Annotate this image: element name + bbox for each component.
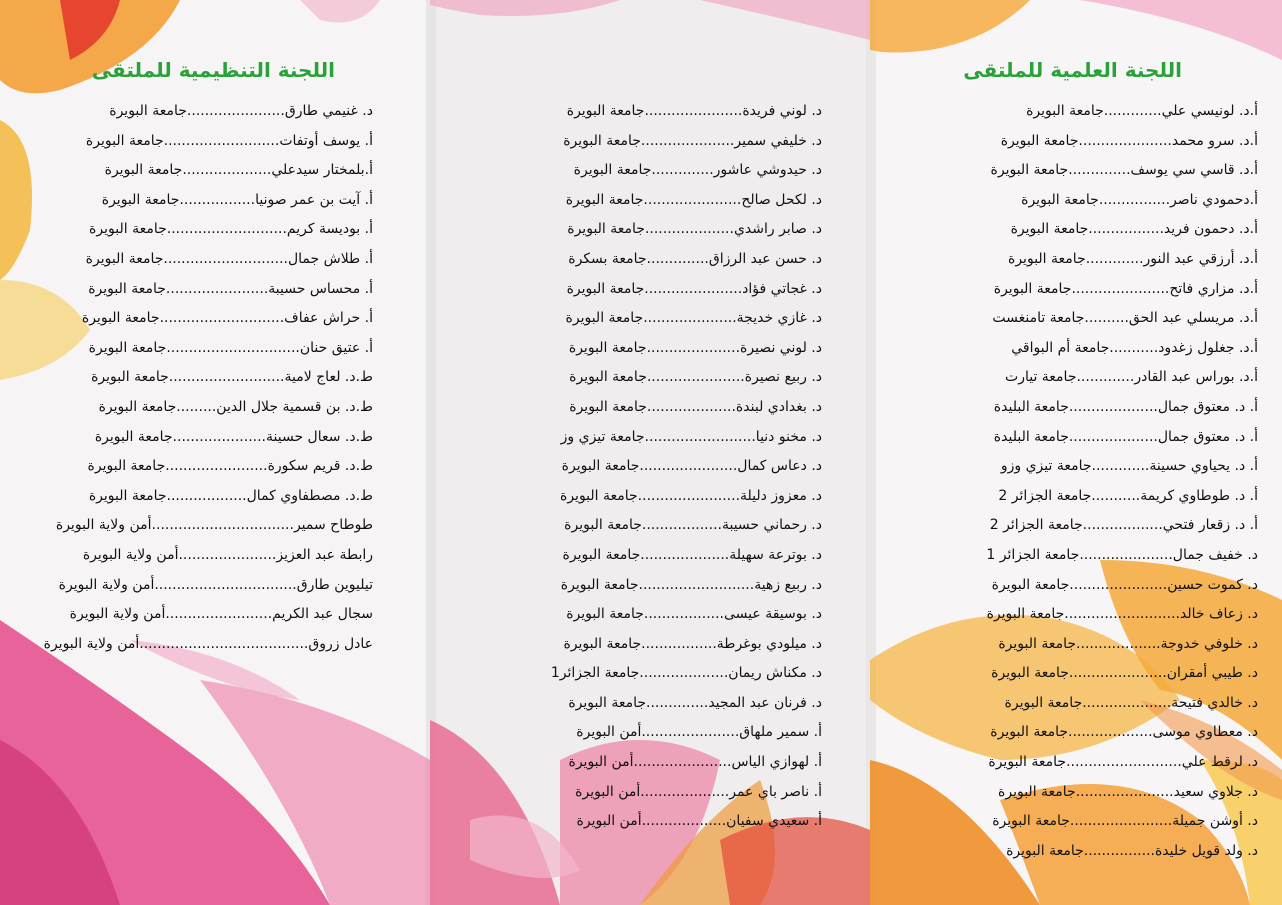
- list-item: أ. د. يحياوي حسينة.............جامعة تيزي وزو: [1000, 458, 1258, 475]
- list-item: أ. سمير ملهاق......................أمن البويرة: [576, 724, 822, 741]
- list-item: د. مخنو دنيا.........................جامعة تيزي وز: [560, 428, 822, 445]
- list-item: أ. سعيدي سفيان...................أمن البويرة: [576, 813, 822, 830]
- list-item: أ.د. أرزقي عبد النور.............جامعة البويرة: [1008, 250, 1258, 267]
- list-item: أ.د. دحمون فريد.................جامعة البويرة: [1010, 221, 1258, 238]
- list-item: أ.د. مزاري فاتح......................جامعة البويرة: [993, 280, 1258, 297]
- list-item: ط.د. مصطفاوي كمال..................جامعة البويرة: [88, 487, 373, 504]
- list-item: د. ربيع نصيرة......................جامعة البويرة: [569, 369, 822, 386]
- list-item: د. طيبي أمقران......................جامعة البويرة: [991, 665, 1258, 682]
- list-item: أ. د. معتوق جمال....................جامعة البليدة: [993, 398, 1258, 415]
- list-item: د. غنيمي طارق......................جامعة البويرة: [109, 103, 373, 119]
- list-item: أ. طلاش جمال............................جامعة البويرة: [85, 250, 373, 267]
- list-item: د. خفيف جمال.....................جامعة الجزائر 1: [986, 546, 1258, 563]
- list-item: ط.د. قريم سكورة.......................جامعة البويرة: [87, 458, 373, 475]
- list-item: د. كموت حسين......................جامعة البويرة: [991, 576, 1258, 593]
- list-item: د. رحماني حسيبة..................جامعة البويرة: [564, 517, 822, 534]
- list-item: د. لوني نصيرة.....................جامعة البويرة: [568, 339, 822, 356]
- list-item: د. معطاوي موسى...................جامعة البويرة: [990, 724, 1258, 741]
- list-item: سجال عبد الكريم........................أمن ولاية البويرة: [69, 606, 373, 623]
- list-item: د. غازي خديجة.....................جامعة البويرة: [565, 310, 822, 327]
- list-item: ط.د. سعال حسينة.....................جامعة البويرة: [94, 428, 373, 445]
- list-item: رابطة عبد العزيز......................أمن ولاية البويرة: [82, 546, 373, 563]
- list-item: د. حيدوشي عاشور..............جامعة البويرة: [573, 162, 822, 179]
- list-item: أ. بوديسة كريم...........................جامعة البويرة: [89, 221, 373, 238]
- list-item: تيليوين طارق................................أمن ولاية البويرة: [58, 576, 373, 593]
- list-item: أ.د. سرو محمد.....................جامعة البويرة: [1000, 132, 1258, 149]
- list-item: د. معزوز دليلة.......................جامعة البويرة: [559, 487, 822, 504]
- list-item: د. ميلودي بوغرطة.................جامعة البويرة: [563, 635, 822, 652]
- list-item: د. دعاس كمال......................جامعة البويرة: [561, 458, 822, 475]
- list-item: أ.د. قاسي سي يوسف..............جامعة البويرة: [990, 162, 1258, 179]
- list-item: أ.بلمختار سيدعلي....................جامعة البويرة: [104, 162, 373, 179]
- list-item: أ. محساس حسيبة.......................جامعة البويرة: [88, 280, 373, 297]
- panel-middle-list: [430, 0, 870, 905]
- list-item: أ.دحمودي ناصر................جامعة البويرة: [1021, 191, 1258, 208]
- list-item: عادل زروق......................................أمن ولاية البويرة: [43, 635, 373, 652]
- organizing-committee-list: [44, 97, 373, 659]
- list-item: د. خلوفي خدوجة...................جامعة البويرة: [998, 635, 1258, 652]
- list-item: د. حسن عبد الرزاق..............جامعة بسكرة: [568, 250, 822, 267]
- organizing-committee-title: اللجنة التنظيمية للملتقى: [91, 58, 335, 82]
- list-item: أ. لهوازي الياس......................أمن البويرة: [568, 754, 822, 771]
- panel-scientific-committee: [870, 0, 1282, 905]
- scientific-committee-list: [986, 97, 1258, 866]
- list-item: ط.د. بن قسمية جلال الدين.........جامعة البويرة: [98, 398, 373, 415]
- list-item: طوطاح سمير................................أمن ولاية البويرة: [55, 517, 373, 534]
- list-item: د. لكحل صالح......................جامعة البويرة: [565, 191, 822, 208]
- list-item: د. ربيع زهية..........................جامعة البويرة: [560, 576, 822, 593]
- list-item: أ.د. بوراس عبد القادر.............جامعة تيارت: [1005, 369, 1258, 386]
- list-item: أ. يوسف أوتفات..........................جامعة البويرة: [85, 132, 373, 149]
- list-item: د. ولد قويل خليدة................جامعة البويرة: [1006, 842, 1258, 859]
- list-item: أ.د. مريسلي عبد الحق..........جامعة تامنغست: [992, 310, 1258, 327]
- list-item: د. صابر راشدي....................جامعة البويرة: [567, 221, 822, 238]
- list-item: أ. حراش عفاف............................جامعة البويرة: [81, 310, 373, 327]
- list-item: أ.د. لونيسي علي.............جامعة البويرة: [1026, 103, 1258, 119]
- list-item: أ. ناصر باي عمر....................أمن البويرة: [575, 783, 822, 800]
- list-item: أ. د. طوطاوي كريمة...........جامعة الجزائر 2: [998, 487, 1258, 504]
- list-item: د. مكناش ريمان....................جامعة الجزائر1: [550, 665, 822, 682]
- list-item: أ. عتيق حنان..............................جامعة البويرة: [88, 339, 373, 356]
- list-item: د. لوني فريدة......................جامعة البويرة: [566, 103, 822, 119]
- list-item: د. فرنان عبد المجيد..............جامعة البويرة: [568, 694, 822, 711]
- list-item: د. زعاف خالد..........................جامعة البويرة: [986, 606, 1258, 623]
- panel-organizing-committee: [0, 0, 430, 905]
- list-item: ط.د. لعاج لامية..........................جامعة البويرة: [91, 369, 373, 386]
- scientific-committee-title: اللجنة العلمية للملتقى: [963, 58, 1182, 82]
- list-item: د. خليفي سمير.....................جامعة البويرة: [563, 132, 822, 149]
- middle-members-list: [551, 97, 822, 837]
- list-item: د. جلاوي سعيد......................جامعة البويرة: [998, 783, 1258, 800]
- list-item: د. غجاتي فؤاد......................جامعة البويرة: [566, 280, 822, 297]
- list-item: أ.د. جغلول زغدود...........جامعة أم البواقي: [1011, 339, 1258, 356]
- list-item: د. لرقط علي..........................جامعة البويرة: [988, 754, 1258, 771]
- list-item: د. أوشن جميلة.......................جامعة البويرة: [992, 813, 1258, 830]
- list-item: أ. د. معتوق جمال....................جامعة البليدة: [993, 428, 1258, 445]
- list-item: د. بوسيقة عيسى..................جامعة البويرة: [566, 606, 822, 623]
- list-item: أ. د. زقعار فتحي..................جامعة الجزائر 2: [989, 517, 1258, 534]
- list-item: د. بوترعة سهيلة....................جامعة البويرة: [562, 546, 822, 563]
- list-item: أ. آيت بن عمر صونيا.................جامعة البويرة: [101, 191, 373, 208]
- list-item: د. بغدادي لبندة....................جامعة البويرة: [569, 398, 822, 415]
- list-item: د. خالدي فتيحة....................جامعة البويرة: [1004, 694, 1258, 711]
